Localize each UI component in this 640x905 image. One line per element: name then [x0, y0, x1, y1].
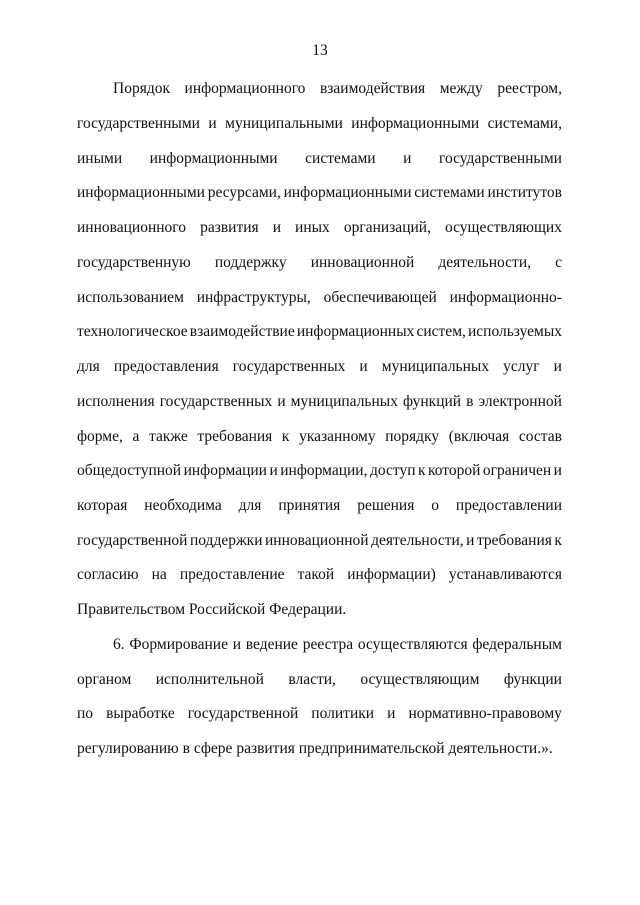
text-line — [77, 496, 562, 516]
text-line — [77, 461, 562, 481]
word: государственными — [77, 115, 200, 132]
text-line — [77, 565, 562, 585]
word: услуг — [503, 358, 540, 375]
text-line — [77, 670, 562, 690]
word: ресурсами, — [207, 184, 281, 201]
text-line — [77, 114, 562, 134]
word: функций — [402, 393, 462, 410]
word: исполнения — [77, 393, 155, 410]
word: инновационной — [310, 254, 415, 271]
word: государственными — [439, 150, 562, 167]
word: информационными — [351, 115, 480, 132]
word: предоставление — [179, 566, 285, 583]
word: системами, — [487, 115, 562, 132]
word: информации — [183, 462, 267, 479]
word: технологическое — [77, 323, 188, 340]
text-line — [77, 183, 562, 203]
text-line-last: регулированию в сфере развития предпринимательской деятельности.». — [77, 740, 553, 757]
text-line — [77, 704, 562, 724]
word: доступ — [369, 462, 416, 479]
word: муниципальных — [381, 358, 490, 375]
word: состав — [518, 428, 562, 445]
text-line-last: Правительством Российской Федерации. — [77, 601, 347, 618]
word: государственную — [77, 254, 191, 271]
text-line — [77, 392, 562, 412]
page-number: 13 — [312, 42, 328, 59]
word: требования — [197, 428, 273, 445]
word: и — [272, 219, 281, 236]
word: форме, — [77, 428, 123, 445]
word: осуществляются — [357, 636, 468, 653]
word: и — [232, 636, 242, 653]
word: реестром, — [497, 80, 562, 97]
word: необходима — [144, 497, 222, 514]
word: требования — [476, 532, 552, 549]
word: органом — [77, 671, 132, 688]
word: также — [148, 428, 188, 445]
word: к — [281, 428, 290, 445]
word: с — [555, 254, 562, 271]
word: государственных — [232, 358, 346, 375]
word: развития — [200, 219, 259, 236]
word: системами — [305, 150, 376, 167]
word: институтов — [487, 184, 562, 201]
word: устанавливаются — [448, 566, 562, 583]
word: осуществляющих — [445, 219, 562, 236]
word: государственной — [187, 705, 299, 722]
word: информационного — [184, 80, 306, 97]
word: инновационной — [264, 532, 369, 549]
word: электронной — [478, 393, 562, 410]
text-line — [77, 531, 562, 551]
word: которая — [77, 497, 128, 514]
word: исполнительной — [155, 671, 264, 688]
word: и — [553, 462, 562, 479]
word: информации) — [347, 566, 436, 583]
word: ведение — [245, 636, 298, 653]
word: порядку — [385, 428, 440, 445]
word: государственных — [159, 393, 273, 410]
word: муниципальных — [290, 393, 398, 410]
word: к — [554, 532, 562, 549]
word: системами — [414, 184, 485, 201]
word: использованием — [77, 289, 184, 306]
word: общедоступной — [77, 462, 182, 479]
text-line — [113, 79, 562, 99]
word: инновационного — [77, 219, 187, 236]
word: политики — [311, 705, 375, 722]
word: 6. — [113, 636, 125, 653]
word: информационно- — [449, 289, 562, 306]
text-line — [77, 288, 562, 308]
word: ограничен — [482, 462, 552, 479]
word: принятия — [278, 497, 341, 514]
word: используемых — [467, 323, 562, 340]
word: на — [151, 566, 167, 583]
word: выработке — [106, 705, 175, 722]
word: согласию — [77, 566, 139, 583]
word: муниципальными — [225, 115, 343, 132]
word: которой — [428, 462, 481, 479]
word: и — [387, 705, 396, 722]
word: информационных — [296, 323, 415, 340]
word: и — [403, 150, 412, 167]
word: такой — [297, 566, 335, 583]
text-line — [77, 149, 562, 169]
word: для — [238, 497, 262, 514]
word: и — [553, 358, 562, 375]
word: иными — [77, 150, 123, 167]
word: государственной — [77, 532, 188, 549]
word: федеральным — [472, 636, 562, 653]
word: информационными — [283, 184, 412, 201]
word: в — [466, 393, 474, 410]
word: власти, — [288, 671, 336, 688]
text-line — [77, 357, 562, 377]
word: решения — [357, 497, 415, 514]
word: Формирование — [129, 636, 228, 653]
text-line — [77, 218, 562, 238]
word: (включая — [448, 428, 510, 445]
word: систем, — [416, 323, 466, 340]
word: инфраструктуры, — [196, 289, 311, 306]
word: по — [77, 705, 94, 722]
word: информационными — [77, 184, 205, 201]
word: указанному — [299, 428, 376, 445]
text-line — [113, 635, 562, 655]
word: информационными — [149, 150, 278, 167]
text-line — [77, 253, 562, 273]
word: деятельности, — [438, 254, 531, 271]
word: между — [439, 80, 483, 97]
word: взаимодействия — [319, 80, 426, 97]
word: предоставлении — [455, 497, 562, 514]
word: и — [466, 532, 475, 549]
word: нормативно-правовому — [408, 705, 562, 722]
word: Порядок — [113, 80, 170, 97]
word: и — [208, 115, 217, 132]
text-line — [77, 427, 562, 447]
word: для — [77, 358, 100, 375]
word: деятельности, — [371, 532, 464, 549]
word: реестра — [302, 636, 354, 653]
word: функции — [503, 671, 562, 688]
text-line — [77, 322, 562, 342]
word: поддержки — [189, 532, 263, 549]
word: иных — [295, 219, 330, 236]
word: к — [417, 462, 426, 479]
word: о — [431, 497, 440, 514]
word: а — [132, 428, 140, 445]
word: и — [359, 358, 368, 375]
word: предоставления — [113, 358, 219, 375]
word: осуществляющим — [360, 671, 480, 688]
word: и — [277, 393, 286, 410]
word: информации, — [280, 462, 368, 479]
word: взаимодействие — [189, 323, 295, 340]
word: организаций, — [343, 219, 431, 236]
word: поддержку — [214, 254, 287, 271]
word: и — [269, 462, 278, 479]
word: обеспечивающей — [323, 289, 437, 306]
